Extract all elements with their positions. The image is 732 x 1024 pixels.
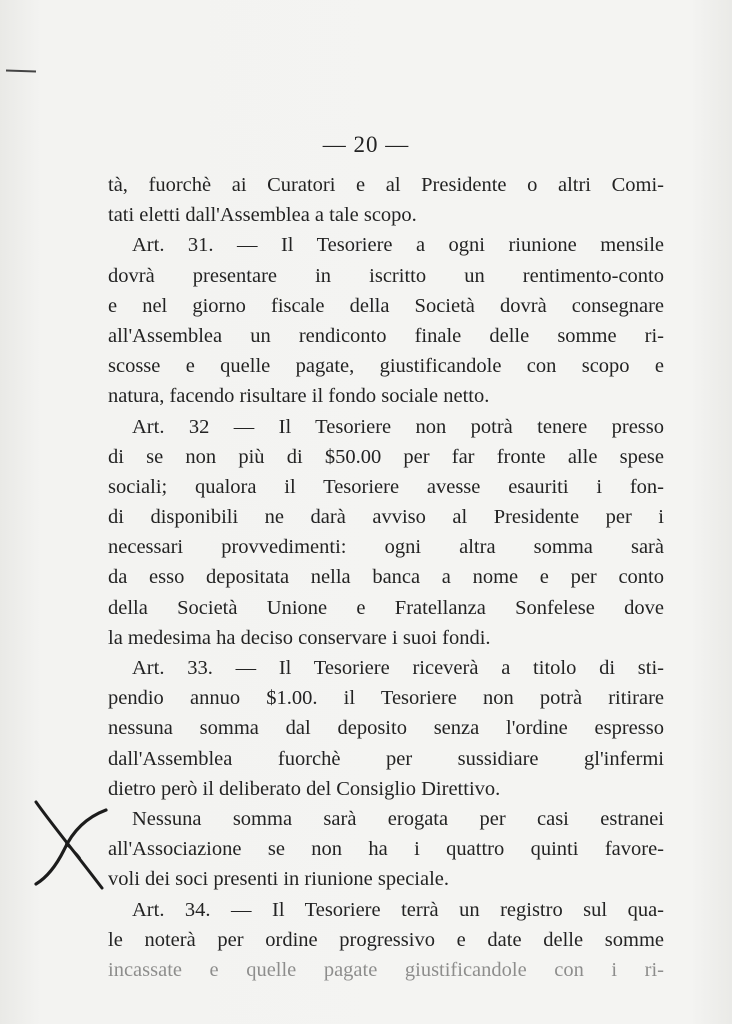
text-line: di disponibili ne darà avviso al Presidente per i [108,506,664,529]
text-line: dovrà presentare in iscritto un rentimento-conto [108,264,664,287]
edge-ink-mark [6,69,36,72]
text-line: la medesima ha deciso conservare i suoi fondi. [108,626,491,649]
text-line: dietro però il deliberato del Consiglio Direttivo. [108,777,501,800]
text-line: Nessuna somma sarà erogata per casi estranei [132,807,664,830]
text-line: incassate e quelle pagate giustificandole con i ri- [108,958,664,981]
text-line: natura, facendo risultare il fondo sociale netto. [108,385,490,408]
text-line: le noterà per ordine progressivo e date delle somme [108,928,664,951]
text-line: di se non più di $50.00 per far fronte alle spese [108,445,664,468]
text-line: all'Associazione se non ha i quattro quinti favore- [108,838,664,861]
text-line: necessari provvedimenti: ogni altra somma sarà [108,536,664,559]
text-line: scosse e quelle pagate, giustificandole con scopo e [108,355,664,378]
text-line: della Società Unione e Fratellanza Sonfelese dove [108,596,664,619]
text-line: pendio annuo $1.00. il Tesoriere non potrà ritirare [108,687,664,710]
article-34-heading-line: Art. 34. — Il Tesoriere terrà un registro sul qua- [132,898,664,921]
article-33-heading-line: Art. 33. — Il Tesoriere riceverà a titolo di sti- [132,657,664,679]
handwritten-x-mark-svg [30,798,110,890]
text-line: dall'Assemblea fuorchè per sussidiare gl'infermi [108,747,664,770]
page-number: — 20 — [322,132,410,157]
article-32-heading-line: Art. 32 — Il Tesoriere non potrà tenere presso [132,415,664,438]
body-text [108,170,664,985]
text-line: sociali; qualora il Tesoriere avesse esauriti i fon- [108,475,664,498]
handwritten-x-mark-icon [30,798,110,890]
text-line: da esso depositata nella banca a nome e per conto [108,566,664,589]
article-31-heading-line: Art. 31. — Il Tesoriere a ogni riunione mensile [132,234,664,257]
text-line: all'Assemblea un rendiconto finale delle somme ri- [108,324,664,347]
text-line: tati eletti dall'Assemblea a tale scopo. [108,204,417,227]
text-line: tà, fuorchè ai Curatori e al Presidente o altri Comi- [108,174,664,196]
text-line: e nel giorno fiscale della Società dovrà consegnare [108,294,664,317]
text-line: voli dei soci presenti in riunione speciale. [108,868,450,891]
text-line: nessuna somma dal deposito senza l'ordine espresso [108,717,664,740]
